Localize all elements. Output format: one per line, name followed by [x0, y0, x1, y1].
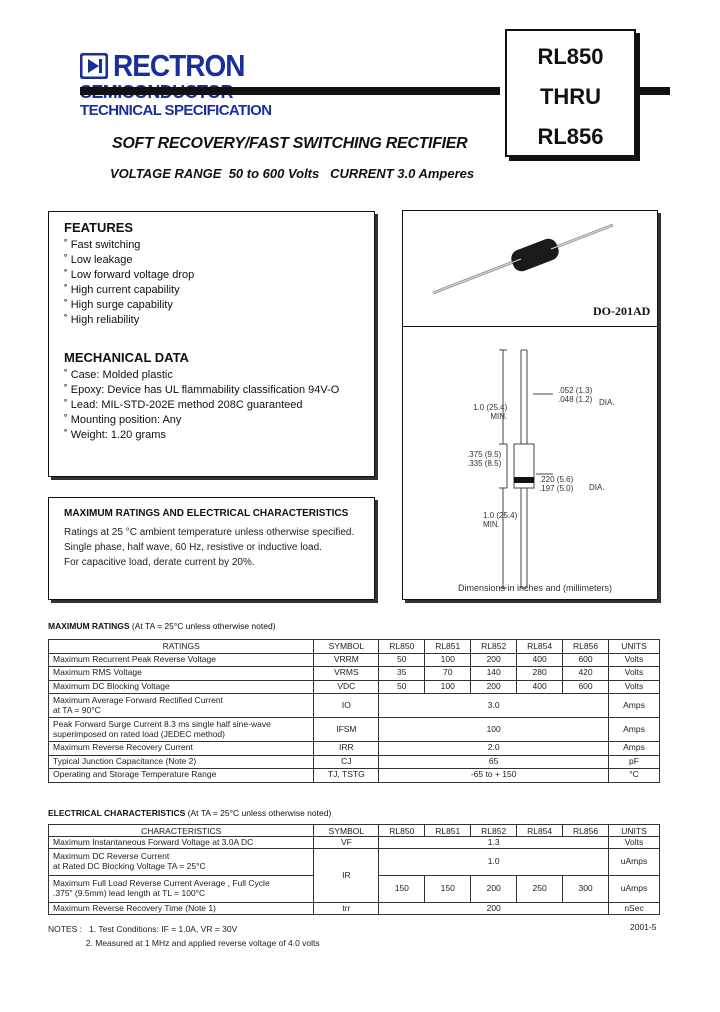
features-box	[48, 211, 375, 477]
table-row: Typical Junction Capacitance (Note 2) CJ 65 pF	[49, 755, 660, 769]
ratings-notice-line: For capacitive load, derate current by 20%.	[64, 557, 255, 568]
rectron-logo-icon	[80, 53, 108, 79]
brand-name: RECTRON	[113, 48, 245, 83]
note-2: 2. Measured at 1 MHz and applied reverse voltage of 4.0 volts	[48, 938, 320, 948]
table-header: SYMBOL	[314, 640, 379, 654]
table-row: Maximum Reverse Recovery Time (Note 1) trr 200 nSec	[49, 903, 660, 915]
mechanical-item: ˚ Lead: MIL-STD-202E method 208C guaranteed	[64, 399, 303, 411]
table-header: RL852	[471, 825, 517, 837]
table-header-row	[49, 640, 660, 654]
lead-length-bottom-dim: 1.0 (25.4) MIN.	[483, 511, 518, 529]
technical-spec-label: TECHNICAL SPECIFICATION	[80, 102, 272, 119]
table-header: RL850	[379, 640, 425, 654]
features-heading: FEATURES	[64, 220, 134, 235]
body-length-dim: .375 (9.5) .335 (8.5)	[467, 450, 502, 468]
lead-dia-label: DIA.	[599, 398, 615, 407]
table-header: RL854	[517, 640, 563, 654]
body-diameter-dim: .220 (5.6) .197 (5.0)	[539, 475, 574, 493]
table-header: SYMBOL	[314, 825, 379, 837]
feature-item: ˚ Fast switching	[64, 239, 141, 251]
lead-length-top-dim: 1.0 (25.4) MIN.	[473, 403, 508, 421]
ratings-notice-line: Single phase, half wave, 60 Hz, resistive or inductive load.	[64, 542, 322, 553]
table-row: Maximum Reverse Recovery Current IRR 2.0 Amps	[49, 742, 660, 756]
part-number-last: RL856	[537, 124, 604, 149]
header-rule	[80, 87, 500, 95]
package-label: DO-201AD	[593, 304, 651, 318]
dimension-caption: Dimensions in inches and (millimeters)	[458, 583, 613, 593]
part-number-thru: THRU	[539, 84, 602, 109]
table-row: Maximum DC Blocking Voltage VDC 50 100 200 400 600 Volts	[49, 680, 660, 694]
table-row: Maximum Average Forward Rectified Current at TA = 90°C IO 3.0 Amps	[49, 694, 660, 718]
table-header: UNITS	[609, 825, 660, 837]
part-number-first: RL850	[537, 44, 604, 69]
table-header: RATINGS	[49, 640, 314, 654]
feature-item: ˚ Low leakage	[64, 254, 133, 266]
max-ratings-caption: MAXIMUM RATINGS (At TA = 25°C unless otherwise noted)	[48, 621, 276, 631]
ratings-notice-line: Ratings at 25 °C ambient temperature unless otherwise specified.	[64, 527, 355, 538]
ratings-notice-box	[48, 497, 375, 600]
table-row: Maximum Full Load Reverse Current Average , Full Cycle .375" (9.5mm) lead length at TL = 100°C 150 150 200 250 300 uAmps	[49, 876, 660, 903]
table-row: Peak Forward Surge Current 8.3 ms single half sine-wave superimposed on rated load (JEDEC method) IFSM 100 Amps	[49, 718, 660, 742]
mechanical-heading: MECHANICAL DATA	[64, 350, 189, 365]
table-row: Maximum DC Reverse Current at Rated DC Blocking Voltage TA = 25°C IR 1.0 uAmps	[49, 849, 660, 876]
part-number-box	[505, 29, 636, 157]
table-header: RL856	[563, 825, 609, 837]
table-header-row	[49, 825, 660, 837]
body-dia-label: DIA.	[589, 483, 605, 492]
table-row: Operating and Storage Temperature Range TJ, TSTG -65 to + 150 °C	[49, 769, 660, 783]
mechanical-item: ˚ Weight: 1.20 grams	[64, 429, 166, 441]
table-row: Maximum Instantaneous Forward Voltage at 3.0A DC VF 1.3 Volts	[49, 837, 660, 849]
revision-date: 2001-5	[630, 922, 657, 932]
note-1: NOTES : 1. Test Conditions: IF = 1.0A, VR = 30V	[48, 924, 238, 934]
notes	[48, 922, 320, 950]
table-header: UNITS	[609, 640, 660, 654]
table-header: RL851	[425, 825, 471, 837]
lead-diameter-dim: .052 (1.3) .048 (1.2)	[558, 386, 593, 404]
mechanical-item: ˚ Epoxy: Device has UL flammability classification 94V-O	[64, 384, 340, 396]
electrical-table	[48, 824, 660, 915]
table-header: RL854	[517, 825, 563, 837]
table-header: RL852	[471, 640, 517, 654]
table-row: Maximum RMS Voltage VRMS 35 70 140 280 420 Volts	[49, 667, 660, 681]
feature-item: ˚ High reliability	[64, 314, 140, 326]
electrical-caption: ELECTRICAL CHARACTERISTICS (At TA = 25°C unless otherwise noted)	[48, 808, 332, 818]
table-header: RL856	[563, 640, 609, 654]
company-logo	[80, 48, 500, 119]
table-header: CHARACTERISTICS	[49, 825, 314, 837]
feature-item: ˚ Low forward voltage drop	[64, 269, 195, 281]
max-ratings-table	[48, 639, 660, 783]
package-box	[402, 210, 658, 600]
dimension-drawing	[403, 326, 659, 601]
table-row: Maximum Recurrent Peak Reverse Voltage VRRM 50 100 200 400 600 Volts	[49, 653, 660, 667]
mechanical-item: ˚ Mounting position: Any	[64, 414, 182, 426]
mechanical-item: ˚ Case: Molded plastic	[64, 369, 173, 381]
header-rule-right	[640, 87, 670, 95]
table-header: RL850	[379, 825, 425, 837]
table-header: RL851	[425, 640, 471, 654]
ratings-notice-heading: MAXIMUM RATINGS AND ELECTRICAL CHARACTERISTICS	[64, 508, 349, 519]
voltage-range: VOLTAGE RANGE 50 to 600 Volts CURRENT 3.0 Amperes	[110, 166, 475, 181]
feature-item: ˚ High surge capability	[64, 299, 173, 311]
feature-item: ˚ High current capability	[64, 284, 180, 296]
document-title: SOFT RECOVERY/FAST SWITCHING RECTIFIER	[112, 135, 468, 152]
